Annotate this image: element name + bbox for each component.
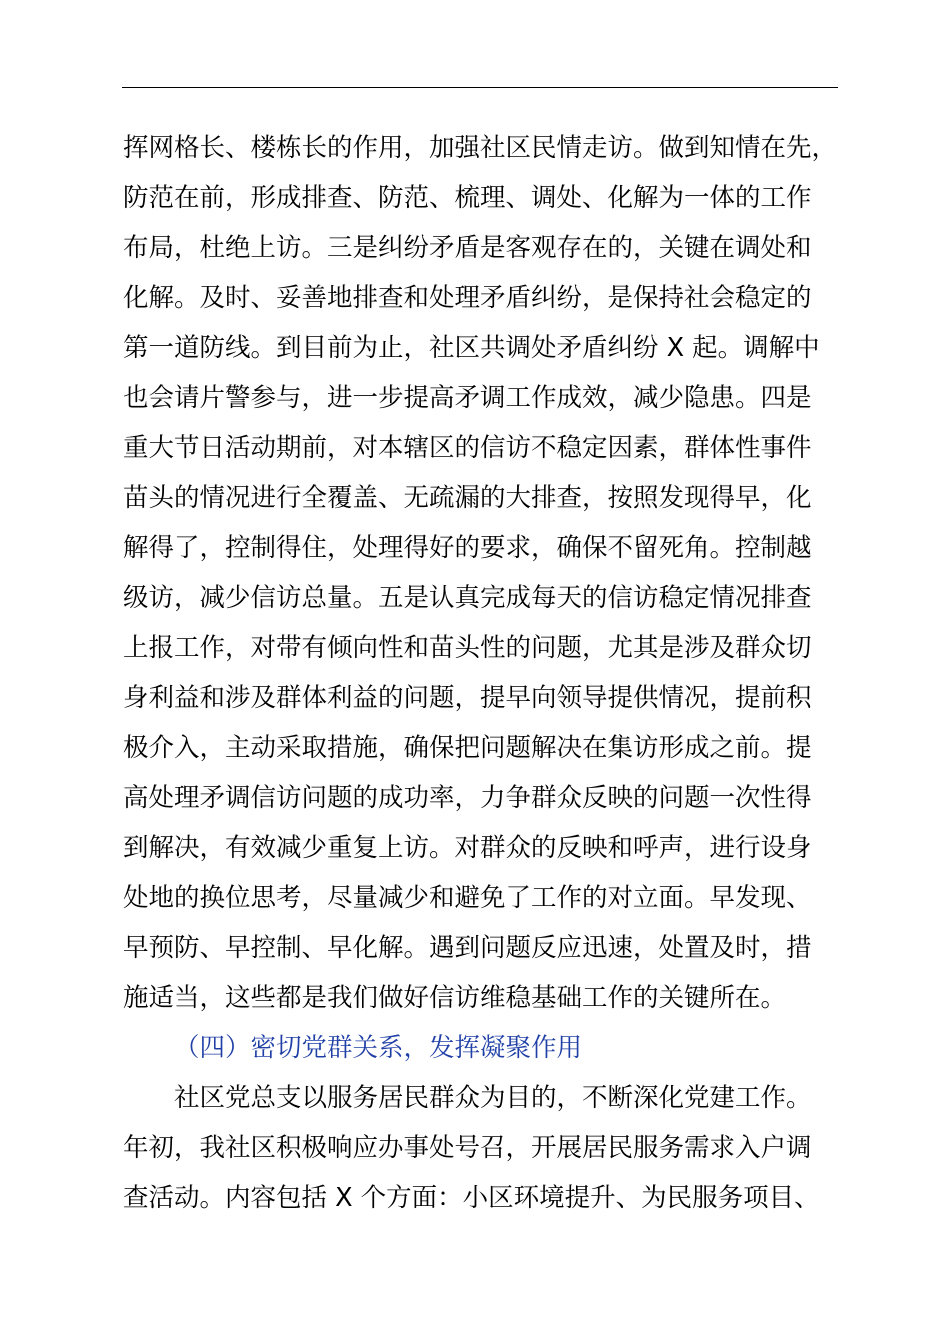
body-line: 上报工作，对带有倾向性和苗头性的问题，尤其是涉及群众切 bbox=[123, 633, 812, 663]
body-line: 解得了，控制得住，处理得好的要求，确保不留死角。控制越 bbox=[123, 533, 812, 563]
body-line: 布局，杜绝上访。三是纠纷矛盾是客观存在的，关键在调处和 bbox=[123, 233, 812, 263]
section-line: 查活动。内容包括 X 个方面：小区环境提升、为民服务项目、 bbox=[123, 1183, 820, 1213]
body-line: 极介入，主动采取措施，确保把问题解决在集访形成之前。提 bbox=[123, 733, 812, 763]
body-line: 身利益和涉及群体利益的问题，提早向领导提供情况，提前积 bbox=[123, 683, 812, 713]
body-line: 化解。及时、妥善地排查和处理矛盾纠纷，是保持社会稳定的 bbox=[123, 283, 812, 313]
body-line: 施适当，这些都是我们做好信访维稳基础工作的关键所在。 bbox=[123, 983, 787, 1013]
body-line: 苗头的情况进行全覆盖、无疏漏的大排查，按照发现得早，化 bbox=[123, 483, 812, 513]
body-line: 第一道防线。到目前为止，社区共调处矛盾纠纷 X 起。调解中 bbox=[123, 333, 820, 363]
body-line: 级访，减少信访总量。五是认真完成每天的信访稳定情况排查 bbox=[123, 583, 812, 613]
body-line: 高处理矛调信访问题的成功率，力争群众反映的问题一次性得 bbox=[123, 783, 812, 813]
body-line: 早预防、早控制、早化解。遇到问题反应迅速，处置及时，措 bbox=[123, 933, 812, 963]
body-line: 也会请片警参与，进一步提高矛调工作成效，减少隐患。四是 bbox=[123, 383, 812, 413]
section-line: 社区党总支以服务居民群众为目的，不断深化党建工作。 bbox=[174, 1083, 812, 1113]
document-body bbox=[123, 123, 865, 1223]
body-line: 处地的换位思考，尽量减少和避免了工作的对立面。早发现、 bbox=[123, 883, 812, 913]
body-line: 挥网格长、楼栋长的作用，加强社区民情走访。做到知情在先， bbox=[123, 133, 838, 163]
section-line: 年初，我社区积极响应办事处号召，开展居民服务需求入户调 bbox=[123, 1133, 812, 1163]
body-line: 防范在前，形成排查、防范、梳理、调处、化解为一体的工作 bbox=[123, 183, 812, 213]
section-heading: （四）密切党群关系，发挥凝聚作用 bbox=[174, 1033, 583, 1063]
body-line: 到解决，有效减少重复上访。对群众的反映和呼声，进行设身 bbox=[123, 833, 812, 863]
body-line: 重大节日活动期前，对本辖区的信访不稳定因素，群体性事件 bbox=[123, 433, 812, 463]
header-rule bbox=[122, 87, 838, 88]
